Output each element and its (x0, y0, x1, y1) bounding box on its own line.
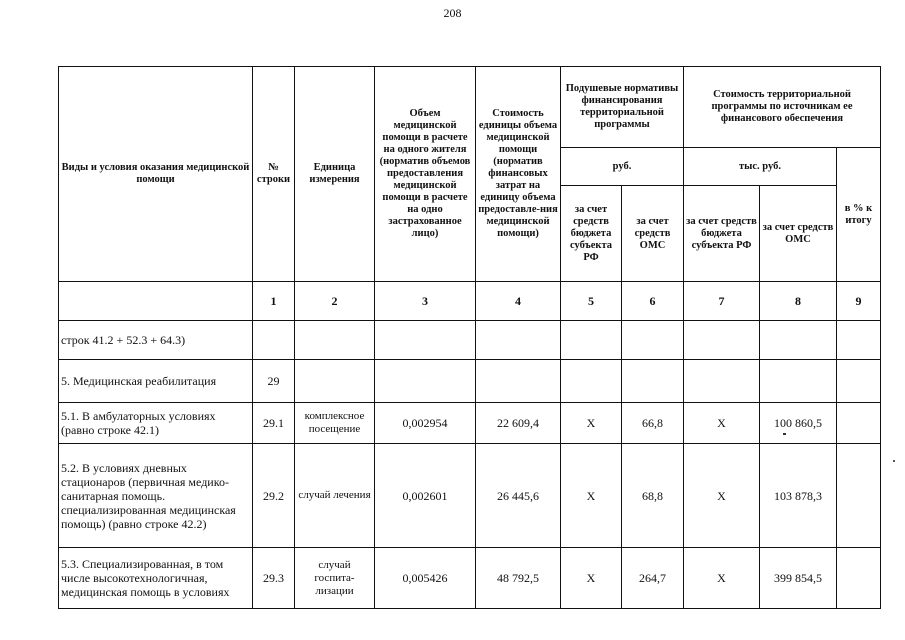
table-row (59, 403, 881, 444)
header-row-number: № строки (253, 67, 295, 282)
scan-speck (783, 433, 786, 435)
table-row (59, 548, 881, 609)
header-rub-oms: за счет средств ОМС (622, 186, 684, 282)
column-number: 4 (476, 282, 561, 321)
row-rub-budget (561, 321, 622, 360)
row-description: 5. Медицинская реабилитация (59, 360, 253, 403)
column-number: 1 (253, 282, 295, 321)
column-number (59, 282, 253, 321)
row-rub-budget: X (561, 403, 622, 444)
header-volume: Объем медицинской помощи в расчете на одного жителя (норматив объемов предоставления медицинской помощи в расчете на одно застрахованное лицо) (375, 67, 476, 282)
page-number: 208 (443, 6, 462, 20)
row-volume (375, 360, 476, 403)
row-volume: 0,002601 (375, 444, 476, 548)
row-unit: случай госпита-лизации (295, 548, 375, 609)
financing-table (58, 66, 881, 609)
header-unit-cost: Стоимость единицы объема медицинской помощи (норматив финансовых затрат на единицу объема предоставле-ния медицинской помощи) (476, 67, 561, 282)
row-number: 29.1 (253, 403, 295, 444)
row-thous-oms (760, 360, 837, 403)
row-percent (837, 321, 881, 360)
row-thous-budget (684, 360, 760, 403)
column-number: 2 (295, 282, 375, 321)
row-description: 5.1. В амбулаторных условиях (равно строке 42.1) (59, 403, 253, 444)
column-number: 9 (837, 282, 881, 321)
row-number: 29 (253, 360, 295, 403)
row-thous-budget (684, 321, 760, 360)
row-unit: комплексное посещение (295, 403, 375, 444)
header-rub: руб. (561, 148, 684, 186)
table-row (59, 444, 881, 548)
row-thous-budget: X (684, 444, 760, 548)
row-thous-oms (760, 321, 837, 360)
row-percent (837, 360, 881, 403)
row-thous-oms: 103 878,3 (760, 444, 837, 548)
row-number (253, 321, 295, 360)
row-unit-cost (476, 360, 561, 403)
header-program-cost: Стоимость территориальной программы по источникам ее финансового обеспечения (684, 67, 881, 148)
row-percent (837, 444, 881, 548)
column-number: 8 (760, 282, 837, 321)
header-per-capita-norms: Подушевые нормативы финансирования территориальной программы (561, 67, 684, 148)
table-row (59, 360, 881, 403)
column-number: 5 (561, 282, 622, 321)
row-rub-oms: 66,8 (622, 403, 684, 444)
scan-speck (893, 460, 895, 462)
row-thous-oms: 100 860,5 (760, 403, 837, 444)
row-thous-budget: X (684, 548, 760, 609)
row-volume: 0,002954 (375, 403, 476, 444)
row-unit-cost: 22 609,4 (476, 403, 561, 444)
row-rub-budget: X (561, 548, 622, 609)
row-rub-oms (622, 360, 684, 403)
table-row (59, 321, 881, 360)
row-percent (837, 548, 881, 609)
header-percent-text: в % к итогу (844, 202, 873, 226)
row-rub-oms: 264,7 (622, 548, 684, 609)
row-unit-cost (476, 321, 561, 360)
header-percent (837, 148, 881, 282)
row-number: 29.2 (253, 444, 295, 548)
row-percent (837, 403, 881, 444)
row-rub-budget (561, 360, 622, 403)
column-number: 3 (375, 282, 476, 321)
header-thous-budget: за счет средств бюджета субъекта РФ (684, 186, 760, 282)
row-unit (295, 321, 375, 360)
header-thous-oms: за счет средств ОМС (760, 186, 837, 282)
row-unit-cost: 48 792,5 (476, 548, 561, 609)
row-description: 5.2. В условиях дневных стационаров (первичная медико-санитарная помощь. специализированная медицинская помощь) (равно строке 42.2) (59, 444, 253, 548)
header-rub-budget: за счет средств бюджета субъекта РФ (561, 186, 622, 282)
row-description: строк 41.2 + 52.3 + 64.3) (59, 321, 253, 360)
row-volume: 0,005426 (375, 548, 476, 609)
row-unit-cost: 26 445,6 (476, 444, 561, 548)
header-unit: Единица измерения (295, 67, 375, 282)
header-service-type: Виды и условия оказания медицинской помощи (59, 67, 253, 282)
row-unit: случай лечения (295, 444, 375, 548)
row-unit (295, 360, 375, 403)
row-number: 29.3 (253, 548, 295, 609)
column-number: 6 (622, 282, 684, 321)
header-thous-rub: тыс. руб. (684, 148, 837, 186)
row-rub-budget: X (561, 444, 622, 548)
row-volume (375, 321, 476, 360)
row-thous-budget: X (684, 403, 760, 444)
row-description: 5.3. Специализированная, в том числе высокотехнологичная, медицинская помощь в условиях (59, 548, 253, 609)
row-thous-oms: 399 854,5 (760, 548, 837, 609)
row-rub-oms: 68,8 (622, 444, 684, 548)
column-numbers-row (59, 282, 881, 321)
row-rub-oms (622, 321, 684, 360)
column-number: 7 (684, 282, 760, 321)
